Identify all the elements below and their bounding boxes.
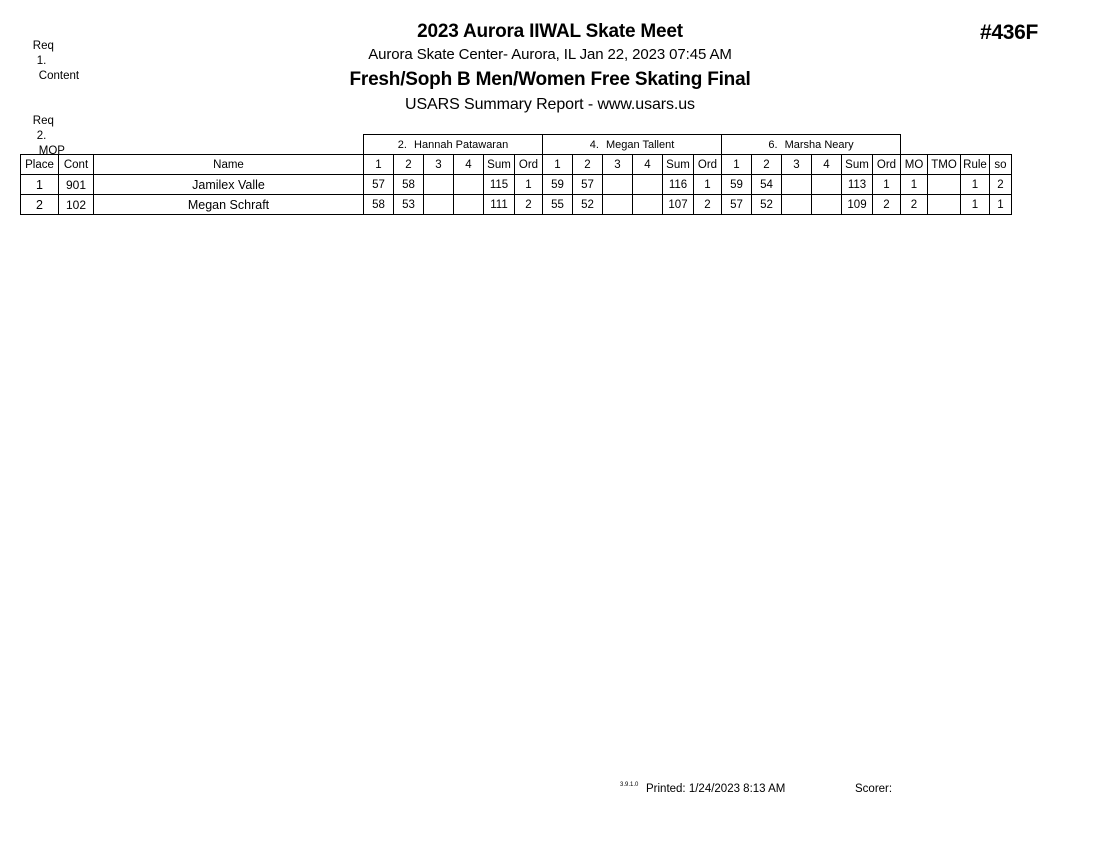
- header-j1-sum: Sum: [484, 155, 515, 175]
- requirement-label: Req: [32, 115, 54, 127]
- row-j1-s4: [454, 195, 484, 215]
- row-j2-s2: 52: [573, 195, 603, 215]
- row-j2-s3: [603, 175, 633, 195]
- row-j2-ord: 2: [694, 195, 722, 215]
- event-code: #436F: [979, 21, 1038, 44]
- header-j3-s2: 2: [752, 155, 782, 175]
- version-text: 3.9.1.0: [620, 782, 639, 788]
- row-tmo: [928, 195, 961, 215]
- row-j2-s4: [633, 175, 663, 195]
- judge-2-name: Megan Tallent: [605, 138, 675, 151]
- row-rule: 1: [961, 195, 990, 215]
- row-j1-s3: [424, 175, 454, 195]
- printed-timestamp: Printed: 1/24/2023 8:13 AM: [646, 783, 786, 795]
- header-cont: Cont: [59, 155, 94, 175]
- header-so: so: [990, 155, 1012, 175]
- row-j1-sum: 111: [484, 195, 515, 215]
- row-place: 2: [21, 195, 59, 215]
- row-j2-s4: [633, 195, 663, 215]
- row-j2-s3: [603, 195, 633, 215]
- event-title: Fresh/Soph B Men/Women Free Skating Final: [349, 69, 751, 90]
- judge-1-name: Hannah Patawaran: [414, 138, 509, 151]
- row-j3-s4: [812, 175, 842, 195]
- header-j2-s2: 2: [573, 155, 603, 175]
- requirement-number: 1.: [36, 55, 47, 67]
- results-table: [20, 134, 1012, 215]
- row-j2-sum: 116: [663, 175, 694, 195]
- meet-title: 2023 Aurora IIWAL Skate Meet: [417, 21, 683, 42]
- requirement-number: 2.: [36, 130, 47, 142]
- scorer-label: Scorer:: [855, 783, 893, 795]
- row-tmo: [928, 175, 961, 195]
- requirement-text: Content: [38, 70, 80, 82]
- row-j1-s1: 57: [364, 175, 394, 195]
- venue-line: Aurora Skate Center- Aurora, IL Jan 22, 2023 07:45 AM: [368, 46, 732, 63]
- row-cont: 102: [59, 195, 94, 215]
- header-j3-ord: Ord: [873, 155, 901, 175]
- header-j1-s3: 3: [424, 155, 454, 175]
- row-j2-s1: 59: [543, 175, 573, 195]
- column-header-row: [21, 155, 1012, 175]
- row-j1-sum: 115: [484, 175, 515, 195]
- judge-3-header: [722, 135, 901, 155]
- judge-1-number: 2.: [397, 138, 407, 151]
- row-j1-s3: [424, 195, 454, 215]
- header-j3-sum: Sum: [842, 155, 873, 175]
- row-mo: 2: [901, 195, 928, 215]
- report-header: [0, 20, 1100, 117]
- header-j3-s1: 1: [722, 155, 752, 175]
- judge-3-name: Marsha Neary: [784, 138, 854, 151]
- header-j1-s1: 1: [364, 155, 394, 175]
- row-j1-s4: [454, 175, 484, 195]
- row-j3-s2: 52: [752, 195, 782, 215]
- judge-band-spacer: [21, 135, 364, 155]
- row-rule: 1: [961, 175, 990, 195]
- row-cont: 901: [59, 175, 94, 195]
- row-j3-s1: 59: [722, 175, 752, 195]
- table-row[interactable]: [21, 175, 1012, 195]
- row-j3-ord: 2: [873, 195, 901, 215]
- header-mo: MO: [901, 155, 928, 175]
- row-j1-ord: 1: [515, 175, 543, 195]
- requirement-text: MOP: [38, 145, 65, 157]
- row-j1-ord: 2: [515, 195, 543, 215]
- row-j3-s4: [812, 195, 842, 215]
- header-place: Place: [21, 155, 59, 175]
- row-skater-name: Megan Schraft: [94, 195, 364, 215]
- row-j3-s2: 54: [752, 175, 782, 195]
- score-sheet: [20, 134, 1012, 215]
- header-j2-s4: 4: [633, 155, 663, 175]
- header-j3-s3: 3: [782, 155, 812, 175]
- row-j3-s3: [782, 175, 812, 195]
- judge-2-number: 4.: [589, 138, 599, 151]
- header-j1-s4: 4: [454, 155, 484, 175]
- row-j1-s1: 58: [364, 195, 394, 215]
- header-j1-ord: Ord: [515, 155, 543, 175]
- header-j2-ord: Ord: [694, 155, 722, 175]
- header-rule: Rule: [961, 155, 990, 175]
- judge-band-spacer-right: [901, 135, 1012, 155]
- header-tmo: TMO: [928, 155, 961, 175]
- row-mo: 1: [901, 175, 928, 195]
- row-j1-s2: 58: [394, 175, 424, 195]
- header-j1-s2: 2: [394, 155, 424, 175]
- header-j3-s4: 4: [812, 155, 842, 175]
- row-skater-name: Jamilex Valle: [94, 175, 364, 195]
- row-j3-sum: 113: [842, 175, 873, 195]
- row-j2-sum: 107: [663, 195, 694, 215]
- row-j3-sum: 109: [842, 195, 873, 215]
- judge-band-row: [21, 135, 1012, 155]
- table-row[interactable]: [21, 195, 1012, 215]
- row-j3-ord: 1: [873, 175, 901, 195]
- row-j3-s3: [782, 195, 812, 215]
- row-so: 1: [990, 195, 1012, 215]
- judge-3-number: 6.: [768, 138, 778, 151]
- report-line: USARS Summary Report - www.usars.us: [405, 96, 695, 113]
- row-j2-s2: 57: [573, 175, 603, 195]
- header-j2-s3: 3: [603, 155, 633, 175]
- judge-1-header: [364, 135, 543, 155]
- judge-2-header: [543, 135, 722, 155]
- row-j1-s2: 53: [394, 195, 424, 215]
- row-j2-ord: 1: [694, 175, 722, 195]
- row-so: 2: [990, 175, 1012, 195]
- header-j2-sum: Sum: [663, 155, 694, 175]
- requirement-label: Req: [32, 40, 54, 52]
- row-j3-s1: 57: [722, 195, 752, 215]
- row-place: 1: [21, 175, 59, 195]
- row-j2-s1: 55: [543, 195, 573, 215]
- header-name: Name: [94, 155, 364, 175]
- header-j2-s1: 1: [543, 155, 573, 175]
